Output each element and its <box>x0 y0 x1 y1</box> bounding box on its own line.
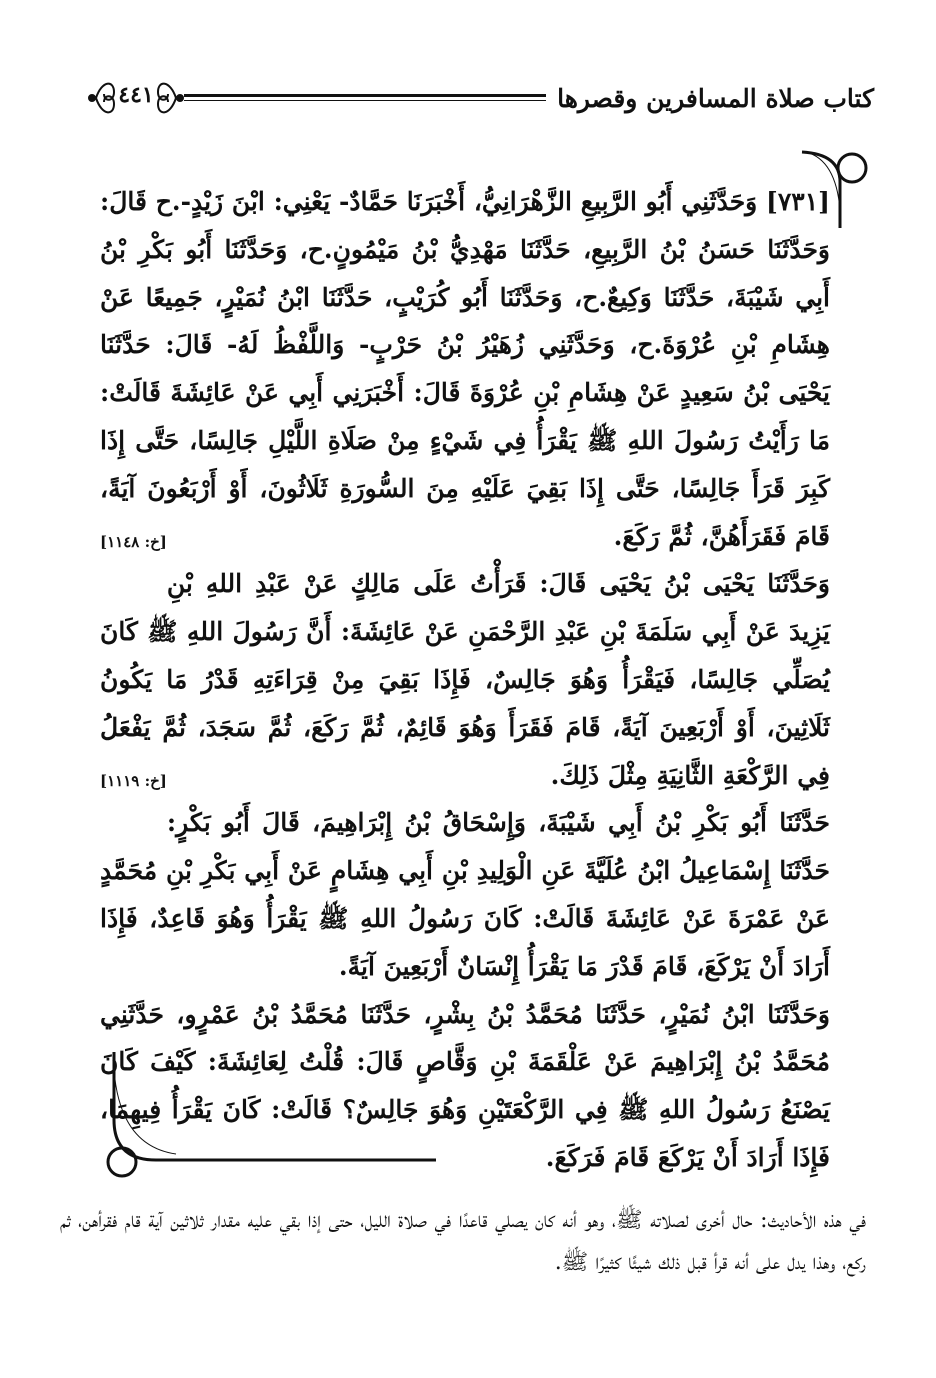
commentary-section <box>60 1200 866 1284</box>
hadith-paragraph <box>100 560 830 799</box>
hadith-reference: [خ: ١١٤٨] <box>100 532 167 551</box>
book-title: كتاب صلاة المسافرين وقصرها <box>557 84 874 113</box>
header-rule <box>184 94 546 101</box>
hadith-section <box>100 178 830 1182</box>
hadith-text: حَدَّثَنَا أَبُو بَكْرِ بْنُ أَبِي شَيْبَةَ، وَإِسْحَاقُ بْنُ إِبْرَاهِيمَ، قَالَ أَبُو بَكْرٍ: حَدَّثَنَا إِسْمَاعِيلُ ابْنُ عُلَيَّةَ عَنِ الْوَلِيدِ بْنِ أَبِي هِشَامٍ عَنْ أَبِي بَكْرِ بْنِ مُحَمَّدٍ عَنْ عَمْرَةَ عَنْ عَائِشَةَ قَالَتْ: كَانَ رَسُولُ اللهِ ﷺ يَقْرَأُ وَهُوَ قَاعِدٌ، فَإِذَا أَرَادَ أَنْ يَرْكَعَ، قَامَ قَدْرَ مَا يَقْرَأُ إِنْسَانٌ أَرْبَعِينَ آيَةً. <box>100 808 830 981</box>
page-header <box>88 68 874 132</box>
hadith-text: وَحَدَّثَنَا ابْنُ نُمَيْرٍ، حَدَّثَنَا مُحَمَّدُ بْنُ بِشْرٍ، حَدَّثَنَا مُحَمَّدُ بْنُ عَمْرٍو، حَدَّثَنِي مُحَمَّدُ بْنُ إِبْرَاهِيمَ عَنْ عَلْقَمَةَ بْنِ وَقَّاصٍ قَالَ: قُلْتُ لِعَائِشَةَ: كَيْفَ كَانَ يَصْنَعُ رَسُولُ اللهِ ﷺ فِي الرَّكْعَتَيْنِ وَهُوَ جَالِسٌ؟ قَالَتْ: كَانَ يَقْرَأُ فِيهِمَا، فَإِذَا أَرَادَ أَنْ يَرْكَعَ قَامَ فَرَكَعَ. <box>100 999 830 1172</box>
hadith-paragraph <box>100 178 830 560</box>
hadith-text: [٧٣١] وَحَدَّثَنِي أَبُو الرَّبِيعِ الزَّهْرَانِيُّ، أَخْبَرَنَا حَمَّادٌ- يَعْنِي: ابْنَ زَيْدٍ-.ح قَالَ: وَحَدَّثَنَا حَسَنُ بْنُ الرَّبِيعِ، حَدَّثَنَا مَهْدِيُّ بْنُ مَيْمُونٍ.ح، وَحَدَّثَنَا أَبُو بَكْرِ بْنُ أَبِي شَيْبَةَ، حَدَّثَنَا وَكِيعٌ.ح، وَحَدَّثَنَا أَبُو كُرَيْبٍ، حَدَّثَنَا ابْنُ نُمَيْرٍ، جَمِيعًا عَنْ هِشَامِ بْنِ عُرْوَةَ.ح، وَحَدَّثَنِي زُهَيْرُ بْنُ حَرْبٍ- وَاللَّفْظُ لَهُ- قَالَ: حَدَّثَنَا يَحْيَى بْنُ سَعِيدٍ عَنْ هِشَامِ بْنِ عُرْوَةَ قَالَ: أَخْبَرَنِي أَبِي عَنْ عَائِشَةَ قَالَتْ: مَا رَأَيْتُ رَسُولَ اللهِ ﷺ يَقْرَأُ فِي شَيْءٍ مِنْ صَلَاةِ اللَّيْلِ جَالِسًا، حَتَّى إِذَا كَبِرَ قَرَأَ جَالِسًا، حَتَّى إِذَا بَقِيَ عَلَيْهِ مِنَ السُّورَةِ ثَلَاثُونَ، أَوْ أَرْبَعُونَ آيَةً، قَامَ فَقَرَأَهُنَّ، ثُمَّ رَكَعَ. <box>100 187 830 551</box>
hadith-reference: [خ: ١١١٩] <box>100 771 167 790</box>
hadith-paragraph <box>100 799 830 990</box>
hadith-paragraph <box>100 991 830 1182</box>
page-number: ٤٤١ <box>118 82 154 108</box>
commentary-text: في هذه الأحاديث: حال أخرى لصلاته ﷺ، وهو أنه كان يصلي قاعدًا في صلاة الليل، حتى إذا بقي عليه مقدار ثلاثين آية قام فقرأهن، ثم ركع، وهذا يدل على أنه قرأ قبل ذلك شيئًا كثيرًا ﷺ. <box>60 1208 866 1275</box>
hadith-text: وَحَدَّثَنَا يَحْيَى بْنُ يَحْيَى قَالَ: قَرَأْتُ عَلَى مَالِكٍ عَنْ عَبْدِ اللهِ بْنِ يَزِيدَ عَنْ أَبِي سَلَمَةَ بْنِ عَبْدِ الرَّحْمَنِ عَنْ عَائِشَةَ: أَنَّ رَسُولَ اللهِ ﷺ كَانَ يُصَلِّي جَالِسًا، فَيَقْرَأُ وَهُوَ جَالِسٌ، فَإِذَا بَقِيَ مِنْ قِرَاءَتِهِ قَدْرُ مَا يَكُونُ ثَلَاثِينَ، أَوْ أَرْبَعِينَ آيَةً، قَامَ فَقَرَأَ وَهُوَ قَائِمٌ، ثُمَّ رَكَعَ، ثُمَّ سَجَدَ، ثُمَّ يَفْعَلُ فِي الرَّكْعَةِ الثَّانِيَةِ مِثْلَ ذَلِكَ. <box>100 569 830 790</box>
